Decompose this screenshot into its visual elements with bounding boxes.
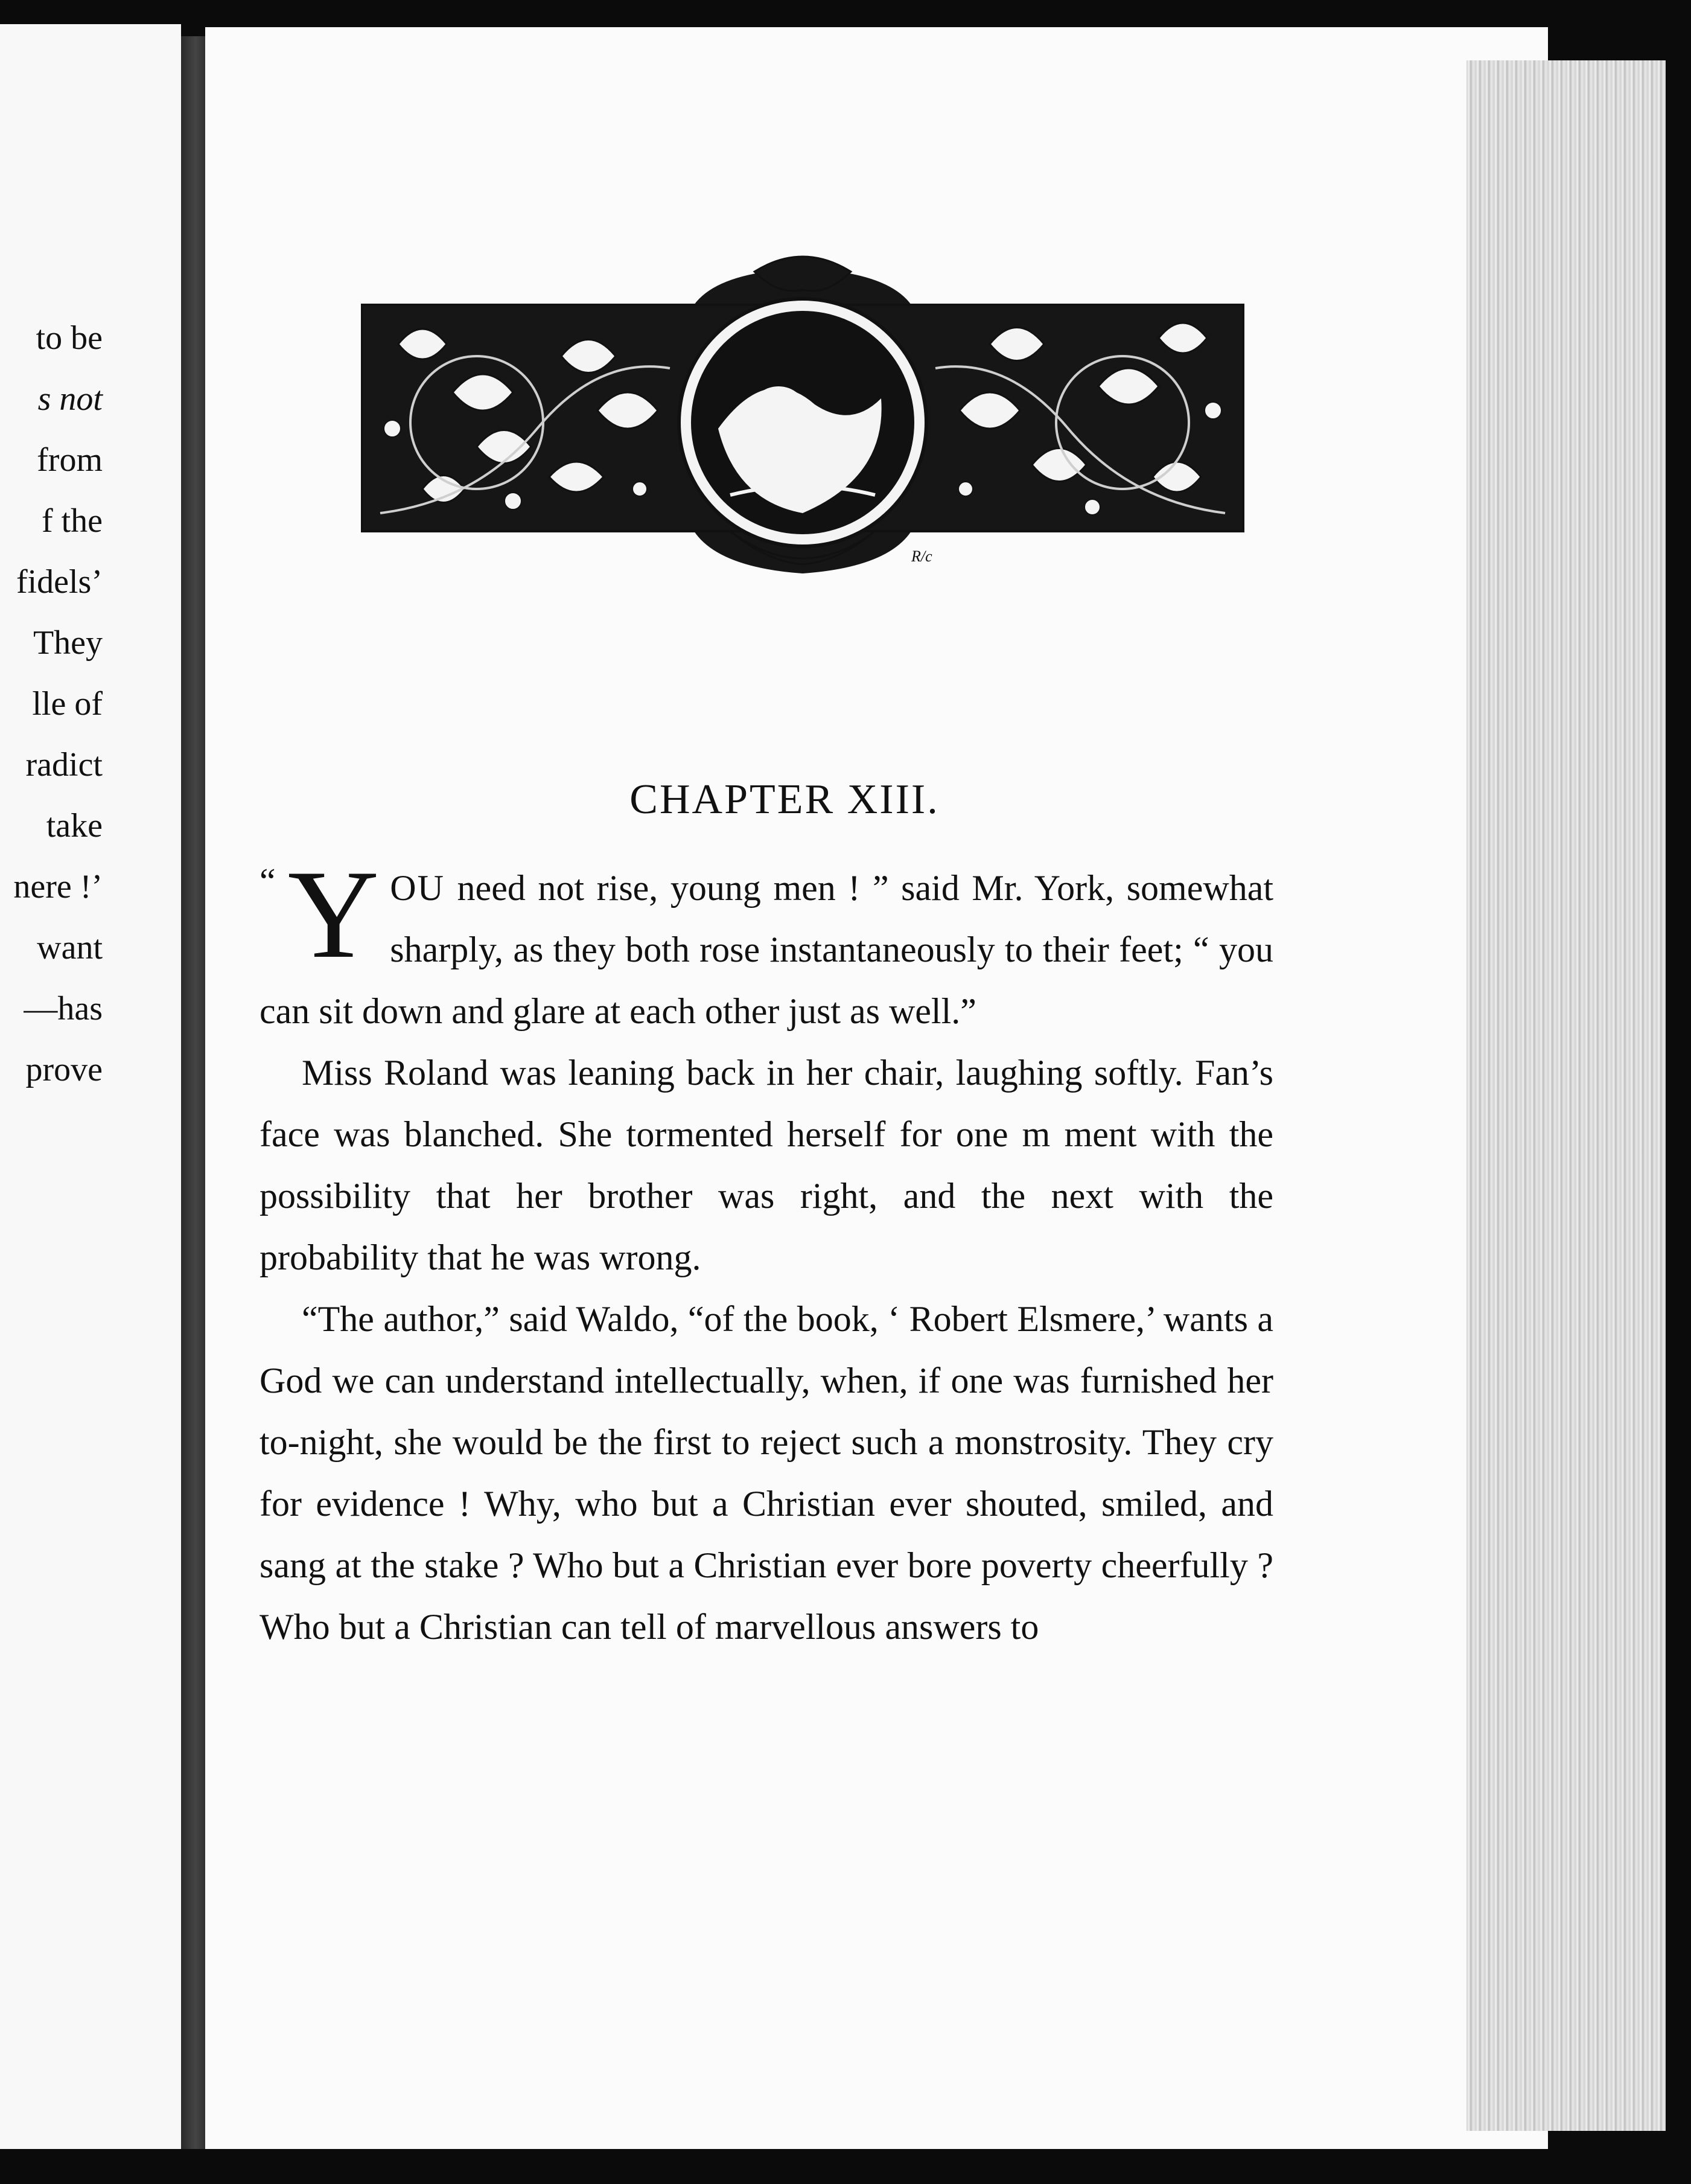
left-line: lle of bbox=[32, 685, 103, 723]
left-line: from bbox=[37, 441, 103, 479]
floral-headpiece-ornament-icon bbox=[356, 247, 1249, 580]
left-page-text bbox=[0, 308, 103, 1100]
page-edges bbox=[1466, 60, 1666, 2131]
engraver-mark: R/c bbox=[911, 548, 932, 565]
left-line: want bbox=[37, 929, 103, 966]
left-line: to be bbox=[36, 319, 103, 357]
opening-quote: “ bbox=[260, 861, 276, 901]
paragraph-2: Miss Roland was leaning back in her chair, laughing softly. Fan’s face was blanched. She tormented herself for one m ment with the possibility that her brother was right, and the next with the probability that he was wrong. bbox=[260, 1053, 1273, 1277]
left-line: They bbox=[33, 624, 103, 662]
left-line: f the bbox=[41, 502, 103, 540]
left-line: nere !’ bbox=[13, 868, 103, 905]
chapter-title: CHAPTER XIII. bbox=[629, 776, 940, 823]
drop-cap: Y bbox=[287, 845, 380, 985]
left-line: s not bbox=[37, 380, 103, 418]
chapter-body bbox=[260, 845, 1273, 1658]
first-word-rest: OU bbox=[390, 868, 445, 908]
paragraph-3: “The author,” said Waldo, “of the book, ‘ Robert Elsmere,’ wants a God we can understand intellectually, when, if one was furnished her to-night, she would be the first to reject such a monstrosity. They cry for evidence ! Why, who but a Christian ever shouted, smiled, and sang at the stake ? Who but a Christian ever bore poverty cheerfully ? Who but a Christian can tell of marvellous answers to bbox=[260, 1299, 1273, 1647]
left-line: take bbox=[46, 807, 103, 845]
paragraph-text: need not rise, young men ! ” said Mr. York, somewhat sharply, as they both rose instantaneously to their feet; “ you can sit down and glare at each other just as well.” bbox=[260, 868, 1273, 1031]
left-line: fidels’ bbox=[16, 563, 103, 601]
paragraph-1 bbox=[260, 845, 1273, 1042]
left-line: —has bbox=[24, 990, 103, 1027]
left-line: prove bbox=[25, 1051, 103, 1088]
left-line: radict bbox=[25, 746, 103, 784]
